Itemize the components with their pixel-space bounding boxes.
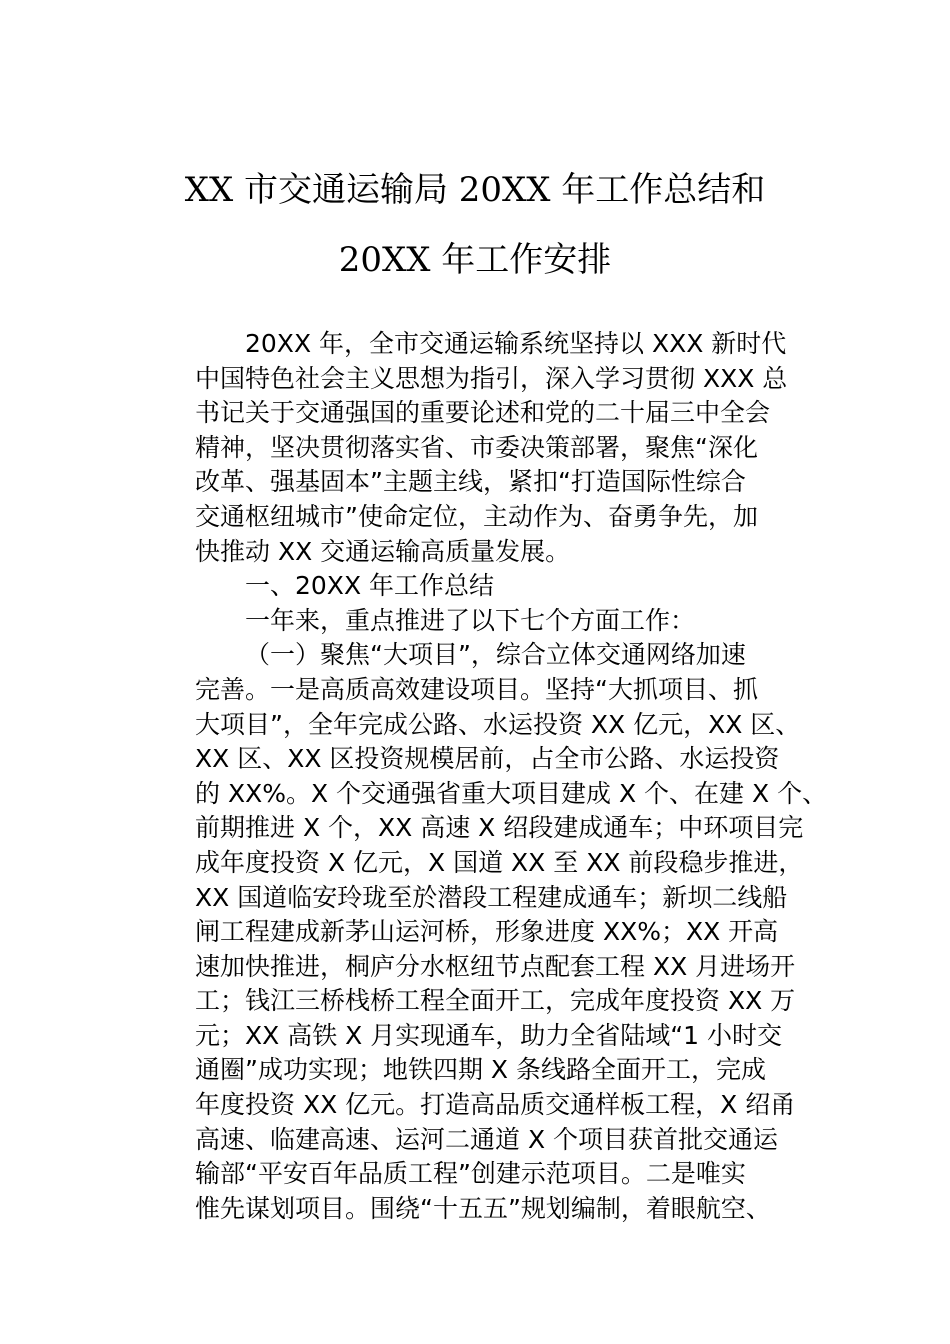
section-heading: 一、20XX 年工作总结 <box>245 571 495 601</box>
document-title-line-1: XX 市交通运输局 20XX 年工作总结和 <box>184 170 766 210</box>
body-line: 的 XX%。X 个交通强省重大项目建成 X 个、在建 X 个、 <box>195 778 828 808</box>
body-line: 完善。一是高质高效建设项目。坚持“大抓项目、抓 <box>195 674 758 704</box>
body-line: 速加快推进，桐庐分水枢纽节点配套工程 XX 月进场开 <box>195 951 796 981</box>
body-line: XX 区、XX 区投资规模居前，占全市公路、水运投资 <box>195 744 780 774</box>
body-line: XX 国道临安玲珑至於潜段工程建成通车；新坝二线船 <box>195 882 788 912</box>
body-line: 通圈”成功实现；地铁四期 X 条线路全面开工，完成 <box>195 1055 766 1085</box>
body-line: 精神，坚决贯彻落实省、市委决策部署，聚焦“深化 <box>195 432 758 462</box>
body-line: 大项目”，全年完成公路、水运投资 XX 亿元，XX 区、 <box>195 709 801 739</box>
body-line: 中国特色社会主义思想为指引，深入学习贯彻 XXX 总 <box>195 363 788 393</box>
body-line: 书记关于交通强国的重要论述和党的二十届三中全会 <box>195 398 771 428</box>
body-line: 前期推进 X 个，XX 高速 X 绍段建成通车；中环项目完 <box>195 813 804 843</box>
subsection-heading: （一）聚焦“大项目”，综合立体交通网络加速 <box>245 640 746 670</box>
body-line: 成年度投资 X 亿元，X 国道 XX 至 XX 前段稳步推进， <box>195 847 804 877</box>
body-line: 一年来，重点推进了以下七个方面工作： <box>245 605 696 635</box>
body-line: 交通枢纽城市”使命定位，主动作为、奋勇争先，加 <box>195 501 758 531</box>
document-body <box>195 327 835 1226</box>
body-line: 20XX 年，全市交通运输系统坚持以 XXX 新时代 <box>245 329 787 358</box>
body-line: 改革、强基固本”主题主线，紧扣“打造国际性综合 <box>195 467 746 497</box>
body-line: 元；XX 高铁 X 月实现通车，助力全省陆域“1 小时交 <box>195 1020 783 1050</box>
body-line: 年度投资 XX 亿元。打造高品质交通样板工程，X 绍甬 <box>195 1090 796 1120</box>
body-line: 快推动 XX 交通运输高质量发展。 <box>195 536 571 566</box>
body-line: 输部“平安百年品质工程”创建示范项目。二是唯实 <box>195 1159 746 1189</box>
body-line: 惟先谋划项目。围绕“十五五”规划编制，着眼航空、 <box>195 1193 771 1223</box>
document-title-line-2: 20XX 年工作安排 <box>338 240 612 280</box>
body-line: 高速、临建高速、运河二通道 X 个项目获首批交通运 <box>195 1124 779 1154</box>
body-line: 工；钱江三桥栈桥工程全面开工，完成年度投资 XX 万 <box>195 986 796 1016</box>
body-line: 闸工程建成新茅山运河桥，形象进度 XX%；XX 开高 <box>195 917 779 947</box>
